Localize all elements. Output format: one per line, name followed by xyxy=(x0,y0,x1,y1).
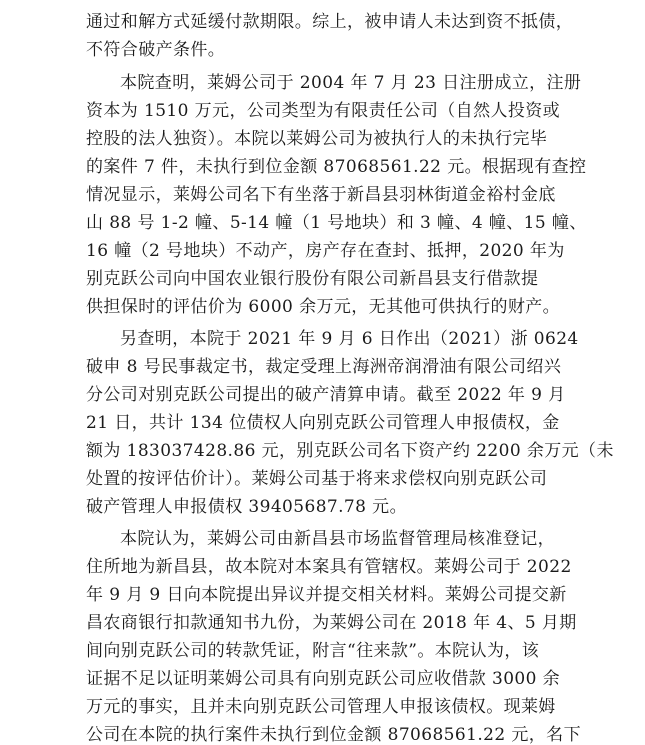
text-line: 昌农商银行扣款通知书九份，为莱姆公司在 2018 年 4、5 月期 xyxy=(86,613,577,633)
paragraph-start-line: 本院查明，莱姆公司于 2004 年 7 月 23 日注册成立，注册 xyxy=(120,73,582,93)
text-line: 住所地为新昌县，故本院对本案具有管辖权。莱姆公司于 2022 xyxy=(86,557,572,577)
text-line: 山 88 号 1-2 幢、5-14 幢（1 号地块）和 3 幢、4 幢、15 幢、 xyxy=(86,213,587,233)
text-line: 破产管理人申报债权 39405687.78 元。 xyxy=(86,497,407,517)
text-line: 间向别克跃公司的转款凭证，附言“往来款”。本院认为，该 xyxy=(86,641,540,661)
text-line: 证据不足以证明莱姆公司具有向别克跃公司应收借款 3000 余 xyxy=(86,669,561,689)
text-line: 万元的事实，且并未向别克跃公司管理人申报该债权。现莱姆 xyxy=(86,697,556,717)
text-line: 破申 8 号民事裁定书，裁定受理上海洲帝润滑油有限公司绍兴 xyxy=(86,357,562,377)
text-line: 额为 183037428.86 元，别克跃公司名下资产约 2200 余万元（未 xyxy=(86,441,614,461)
text-line: 供担保时的评估价为 6000 余万元，无其他可供执行的财产。 xyxy=(86,297,561,317)
text-line: 公司在本院的执行案件未执行到位金额 87068561.22 元，名下 xyxy=(86,725,581,745)
text-line: 年 9 月 9 日向本院提出异议并提交相关材料。莱姆公司提交新 xyxy=(86,585,567,605)
paragraph-start-line: 本院认为，莱姆公司由新昌县市场监督管理局核准登记， xyxy=(120,529,555,549)
text-line: 情况显示，莱姆公司名下有坐落于新昌县羽林街道金裕村金底 xyxy=(86,185,556,205)
paragraph-start-line: 另查明，本院于 2021 年 9 月 6 日作出（2021）浙 0624 xyxy=(120,329,579,349)
text-line: 控股的法人独资）。本院以莱姆公司为被执行人的未执行完毕 xyxy=(86,129,548,149)
text-line: 处置的按评估价计）。莱姆公司基于将来求偿权向别克跃公司 xyxy=(86,469,548,489)
text-line: 资本为 1510 万元，公司类型为有限责任公司（自然人投资或 xyxy=(86,101,561,121)
text-line: 的案件 7 件，未执行到位金额 87068561.22 元。根据现有查控 xyxy=(86,157,587,177)
text-line: 别克跃公司向中国农业银行股份有限公司新昌县支行借款提 xyxy=(86,269,539,289)
text-line: 分公司对别克跃公司提出的破产清算申请。截至 2022 年 9 月 xyxy=(86,385,566,405)
text-line: 21 日，共计 134 位债权人向别克跃公司管理人申报债权，金 xyxy=(86,413,560,433)
text-line: 通过和解方式延缓付款期限。综上，被申请人未达到资不抵债， xyxy=(86,12,574,32)
text-line: 16 幢（2 号地块）不动产，房产存在查封、抵押，2020 年为 xyxy=(86,241,565,261)
text-line: 不符合破产条件。 xyxy=(86,40,226,60)
